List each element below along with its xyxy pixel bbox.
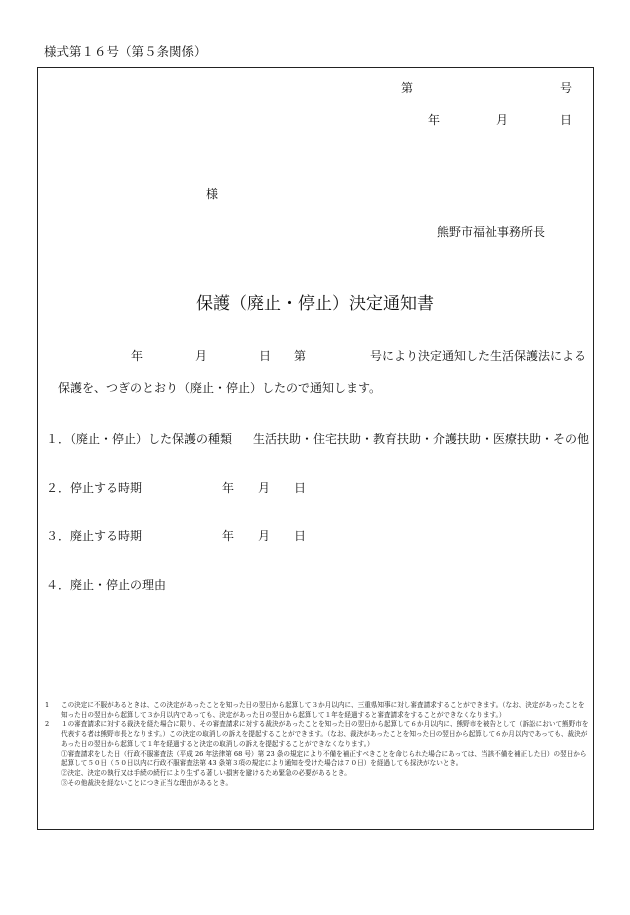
sender-name: 熊野市福祉事務所長 [437,225,546,239]
body-month-label: 月 [195,349,208,363]
item1-value: 生活扶助・住宅扶助・教育扶助・介護扶助・医療扶助・その他 [253,432,590,446]
addressee-suffix: 様 [206,187,219,201]
item3-label: ３．廃止する時期 [46,529,143,543]
date-day-label: 日 [560,113,573,127]
note-1-text: この決定に不服があるときは、この決定があったことを知った日の翌日から起算して３か月以内に、三重県知事に対し審査請求することができます。（なお、決定があったことを知った日の翌日から起算して３か月以内であっても、決定があった日の翌日から起算して１年を経過すると審査請求をすることができなくなります。） [61,701,585,719]
item4-label: ４．廃止・停止の理由 [46,578,167,592]
item3-year: 年 [222,529,235,543]
form-number-label: 様式第１６号（第５条関係） [44,44,207,59]
item1-label: １．（廃止・停止）した保護の種類 [46,432,233,446]
item2-month: 月 [258,481,271,495]
body-line2: 保護を、つぎのとおり（廃止・停止）したので通知します。 [58,381,382,395]
item2-day: 日 [294,481,307,495]
note-2-number: 2 [45,720,50,729]
doc-number-suffix: 号 [560,81,573,95]
item3-day: 日 [294,529,307,543]
item2-label: ２．停止する時期 [46,481,143,495]
item2-year: 年 [222,481,235,495]
note-1-number: 1 [45,701,50,709]
body-year-label: 年 [131,349,144,363]
body-number-prefix: 第 [294,349,307,363]
note-2-sub-1: ①審査請求をした日（行政不服審査法（平成 26 年法律第 68 号）第 23 条の規定により不備を補正すべきことを命じられた場合にあっては、当該不備を補正した日）の翌日から起算して５０日（５０日以内に行政不服審査法第 43 条第３項の規定により通知を受けた場合は７０日）を経過しても採決がないとき。 [61,749,587,768]
item3-month: 月 [258,529,271,543]
note-2-sub-3: ③その他裁決を経ないことにつき正当な理由があるとき。 [61,778,233,787]
doc-number-prefix: 第 [401,81,414,95]
body-line1-tail: 号により決定通知した生活保護法による [370,349,587,363]
date-month-label: 月 [496,113,509,127]
note-2-text: １の審査請求に対する裁決を経た場合に限り、その審査請求に対する裁決があったことを知った日の翌日から起算して６か月以内に、熊野市を被告として（訴訟において熊野市を代表する者は熊野市長となります。）この決定の取消しの訴えを提起することができます。（なお、裁決があったことを知った日の翌日から起算して６か月以内であっても、裁決があった日の翌日から起算して１年を経過すると決定の取消しの訴えを提起することができなくなります。） [61,720,589,748]
document-title: 保護（廃止・停止）決定通知書 [196,294,434,314]
note-2 [45,720,590,749]
note-1 [45,701,590,720]
note-2-sub-2: ②決定、決定の執行又は手続の続行により生ずる著しい損害を避けるため緊急の必要があるとき。 [61,768,351,777]
body-day-label: 日 [259,349,272,363]
footnotes [45,701,590,788]
date-year-label: 年 [428,113,441,127]
